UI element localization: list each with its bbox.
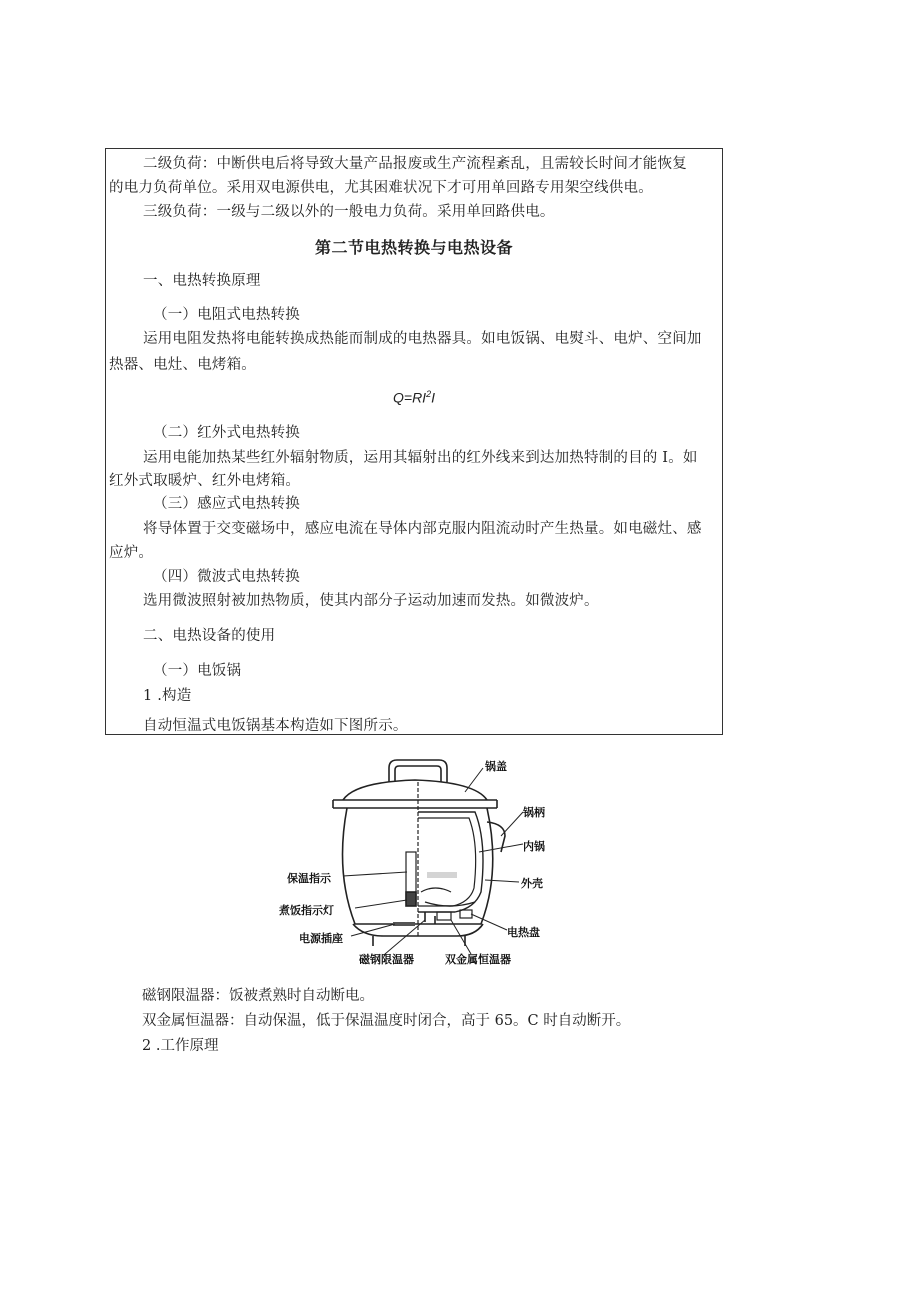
para-infrared-2: 红外式取暖炉、红外电烤箱。 (109, 473, 301, 489)
heading-1: 一、电热转换原理 (143, 273, 261, 289)
label-keep-warm: 保温指示 (287, 872, 331, 885)
para-structure: 自动恒温式电饭锅基本构造如下图所示。 (143, 718, 408, 734)
subheading-infrared: （二）红外式电热转换 (153, 425, 300, 441)
label-shell: 外壳 (521, 877, 543, 890)
para-microwave: 选用微波照射被加热物质，使其内部分子运动加速而发热。如微波炉。 (143, 593, 599, 609)
label-cook-lamp: 煮饭指示灯 (279, 904, 334, 917)
subheading-rice-cooker: （一）电饭锅 (153, 663, 242, 679)
para-secondary-load-1: 二级负荷：中断供电后将导致大量产品报废或生产流程紊乱，且需较长时间才能恢复 (143, 156, 687, 172)
formula (106, 389, 722, 406)
para-resistance-2: 热器、电灶、电烤箱。 (109, 357, 256, 373)
para-bimetal: 双金属恒温器：自动保温，低于保温温度时闭合，高于 65。C 时自动断开。 (142, 1013, 631, 1029)
rice-cooker-diagram (275, 752, 560, 972)
item-working-principle: 2 .工作原理 (142, 1038, 219, 1054)
label-heating-plate: 电热盘 (507, 926, 540, 939)
section-title: 第二节电热转换与电热设备 (314, 238, 513, 257)
formula-exponent: 2 (426, 389, 432, 399)
heading-2: 二、电热设备的使用 (143, 628, 276, 644)
para-induction-1: 将导体置于交变磁场中，感应电流在导体内部克服内阻流动时产生热量。如电磁灶、感 (143, 521, 702, 537)
para-tertiary-load: 三级负荷：一级与二级以外的一般电力负荷。采用单回路供电。 (143, 204, 555, 220)
para-induction-2: 应炉。 (109, 545, 154, 561)
label-inner-pot: 内锅 (523, 840, 545, 853)
label-socket: 电源插座 (299, 932, 343, 945)
para-secondary-load-2: 的电力负荷单位。采用双电源供电，尤其困难状况下才可用单回路专用架空线供电。 (109, 180, 653, 196)
subheading-microwave: （四）微波式电热转换 (153, 569, 300, 585)
formula-main: Q=RI (393, 389, 427, 406)
label-bimetal: 双金属恒温器 (445, 953, 511, 966)
formula-tail: I (431, 389, 435, 406)
text-frame (105, 148, 723, 735)
subheading-induction: （三）感应式电热转换 (153, 496, 300, 512)
label-handle: 锅柄 (523, 806, 545, 819)
para-infrared-1: 运用电能加热某些红外辐射物质，运用其辐射出的红外线来到达加热特制的目的 I。如 (143, 450, 698, 466)
subheading-resistance: （一）电阻式电热转换 (153, 307, 300, 323)
item-structure: 1 .构造 (143, 688, 192, 704)
label-lid: 锅盖 (485, 760, 507, 773)
para-magnetic-limiter: 磁钢限温器：饭被煮熟时自动断电。 (142, 988, 374, 1004)
label-magnetic-limiter: 磁钢限温器 (359, 953, 414, 966)
para-resistance-1: 运用电阻发热将电能转换成热能而制成的电热器具。如电饭锅、电熨斗、电炉、空间加 (143, 331, 702, 347)
